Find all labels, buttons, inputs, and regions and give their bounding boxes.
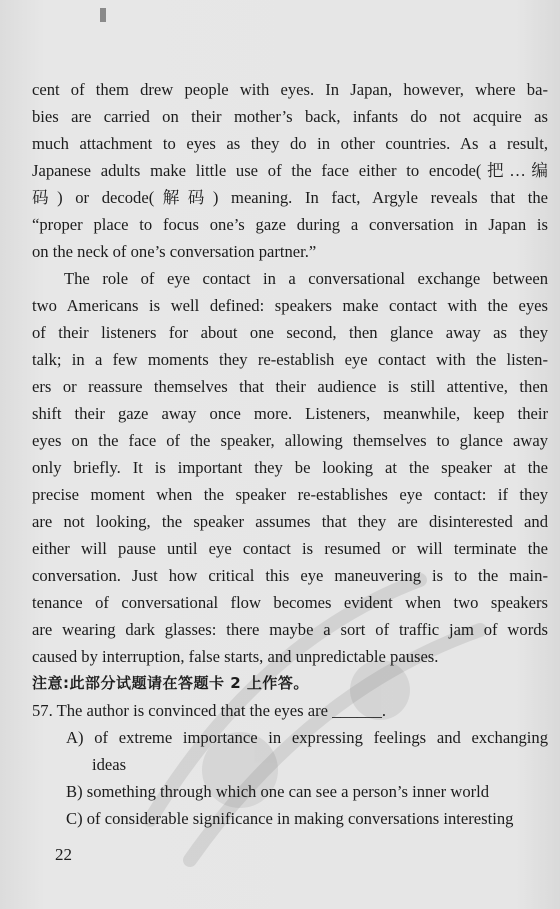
text-line: much attachment to eyes as they do in other countries. As a result, [32, 134, 548, 153]
option-a: A) of extreme importance in expressing feelings and exchanging [66, 728, 548, 747]
text-column [32, 76, 548, 832]
binding-mark [100, 8, 106, 22]
text-line: either will pause until eye contact is resumed or will terminate the [32, 539, 548, 558]
text-line: are wearing dark glasses: there maybe a sort of traffic jam of words [32, 620, 548, 639]
text-line: The role of eye contact in a conversational exchange between [64, 269, 548, 288]
page-number: 22 [55, 845, 72, 864]
option-c: C) of considerable significance in making conversations interesting [66, 809, 514, 828]
text-line: precise moment when the speaker re-establishes eye contact: if they [32, 485, 548, 504]
text-line: bies are carried on their mother’s back, infants do not acquire as [32, 107, 548, 126]
text-line: are not looking, the speaker assumes that they are disinterested and [32, 512, 548, 531]
text-line: conversation. Just how critical this eye maneuvering is to the main- [32, 566, 548, 585]
question-57 [32, 697, 548, 832]
text-line: of their listeners for about one second, then glance away as they [32, 323, 548, 342]
paragraph-1 [32, 76, 548, 265]
text-line: caused by interruption, false starts, and unpredictable pauses. [32, 647, 439, 666]
text-line: cent of them drew people with eyes. In Japan, however, where ba- [32, 80, 548, 99]
option-a-continuation: ideas [92, 755, 127, 774]
text-line: ers or reassure themselves that their audience is still attentive, then [32, 377, 548, 396]
text-line: on the neck of one’s conversation partner.” [32, 242, 317, 261]
text-line: only briefly. It is important they be looking at the speaker at the [32, 458, 548, 477]
text-line: shift their gaze away once more. Listeners, meanwhile, keep their [32, 404, 548, 423]
text-line: tenance of conversational flow becomes evident when two speakers [32, 593, 548, 612]
text-line: “proper place to focus one’s gaze during a conversation in Japan is [32, 215, 548, 234]
text-line: 码) or decode(解码) meaning. In fact, Argyle reveals that the [32, 188, 548, 207]
paragraph-2 [32, 265, 548, 670]
answer-sheet-instruction: 注意:此部分试题请在答题卡 2 上作答。 [32, 674, 309, 692]
text-line: two Americans is well defined: speakers make contact with the eyes [32, 296, 548, 315]
text-line: eyes on the face of the speaker, allowing themselves to glance away [32, 431, 548, 450]
text-line: talk; in a few moments they re-establish eye contact with the listen- [32, 350, 548, 369]
text-line: Japanese adults make little use of the face either to encode(把…编 [32, 161, 548, 180]
question-stem: 57. The author is convinced that the eyes are ______. [32, 701, 387, 720]
option-b: B) something through which one can see a person’s inner world [66, 782, 490, 801]
